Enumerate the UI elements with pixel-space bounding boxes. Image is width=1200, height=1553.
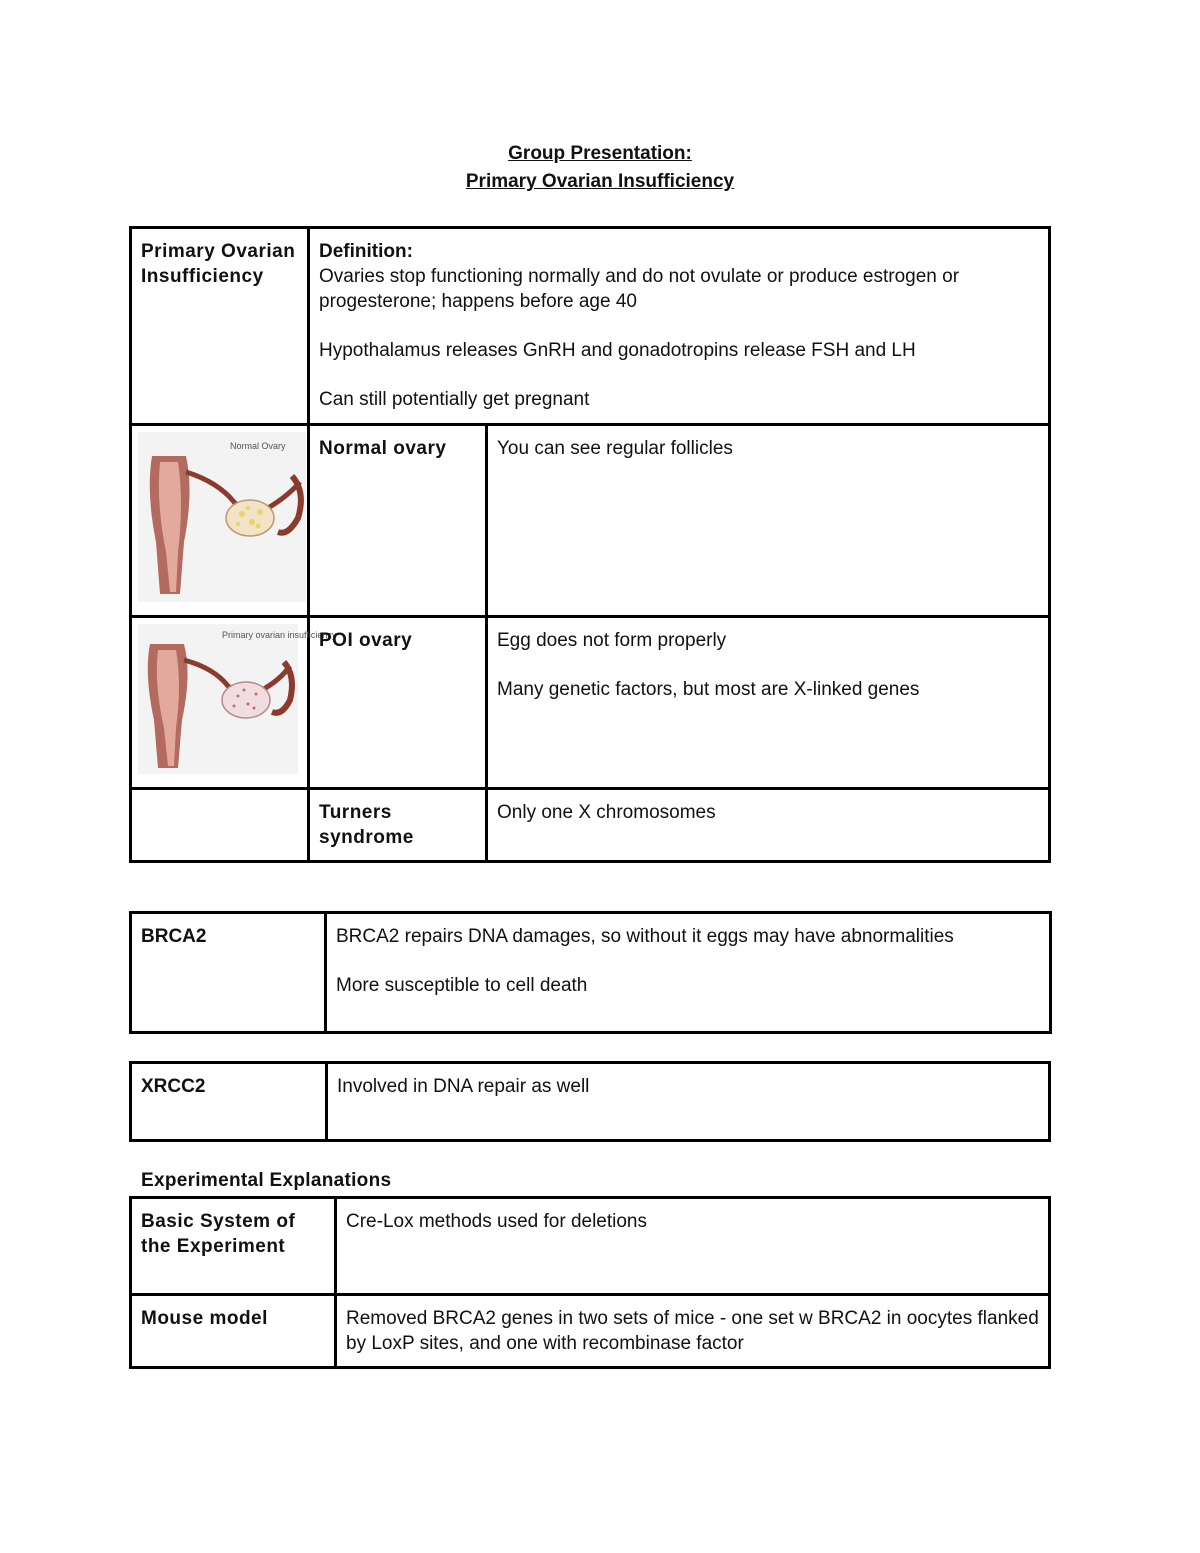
experimental-heading: Experimental Explanations [141,1170,392,1191]
table-row [131,228,1050,425]
xrcc2-text: Involved in DNA repair as well [327,1063,1050,1141]
normal-ovary-image-cell [131,425,309,617]
brca2-table [129,911,1052,1034]
definition-heading: Definition: [319,241,413,262]
pregnant-text: Can still potentially get pregnant [319,389,590,410]
normal-ovary-caption: Normal Ovary [230,441,286,451]
table-row [131,1295,1050,1368]
poi-ovary-label: POI ovary [309,617,487,789]
basic-system-label: Basic System of the Experiment [131,1198,336,1295]
table-row [131,1063,1050,1141]
turners-text: Only one X chromosomes [487,789,1050,862]
page-title-line1: Group Presentation: [508,143,692,164]
normal-ovary-text: You can see regular follicles [487,425,1050,617]
experimental-table [129,1196,1051,1369]
mouse-model-text: Removed BRCA2 genes in two sets of mice - one set w BRCA2 in oocytes flanked by LoxP sites, and one with recombinase factor [336,1295,1050,1368]
poi-ovary-text2: Many genetic factors, but most are X-linked genes [497,679,920,700]
empty-cell [131,789,309,862]
xrcc2-table [129,1061,1051,1142]
table-row [131,617,1050,789]
brca2-label: BRCA2 [131,913,326,1033]
brca2-text1: BRCA2 repairs DNA damages, so without it eggs may have abnormalities [336,926,954,947]
poi-overview-table [129,226,1051,863]
normal-ovary-illustration [138,432,306,602]
turners-label: Turners syndrome [309,789,487,862]
brca2-text2: More susceptible to cell death [336,975,588,996]
poi-ovary-illustration [138,624,337,774]
mouse-model-label: Mouse model [131,1295,336,1368]
table-row [131,425,1050,617]
brca2-text-cell [326,913,1051,1033]
page-title-line2: Primary Ovarian Insufficiency [465,171,735,192]
table-row [131,913,1051,1033]
poi-ovary-image-cell [131,617,337,789]
poi-label: Primary Ovarian Insufficiency [131,228,309,425]
normal-ovary-label: Normal ovary [309,425,487,617]
basic-system-text: Cre-Lox methods used for deletions [336,1198,1050,1295]
hypothalamus-text: Hypothalamus releases GnRH and gonadotropins release FSH and LH [319,340,916,361]
table-row [131,789,1050,862]
table-row [131,1198,1050,1295]
poi-ovary-text-cell [487,617,1050,789]
xrcc2-label: XRCC2 [131,1063,327,1141]
definition-text: Ovaries stop functioning normally and do not ovulate or produce estrogen or progesterone; happens before age 40 [319,266,960,312]
poi-ovary-text1: Egg does not form properly [497,630,727,651]
poi-ovary-caption: Primary ovarian insufficiency [222,630,337,640]
definition-cell [309,228,1050,425]
